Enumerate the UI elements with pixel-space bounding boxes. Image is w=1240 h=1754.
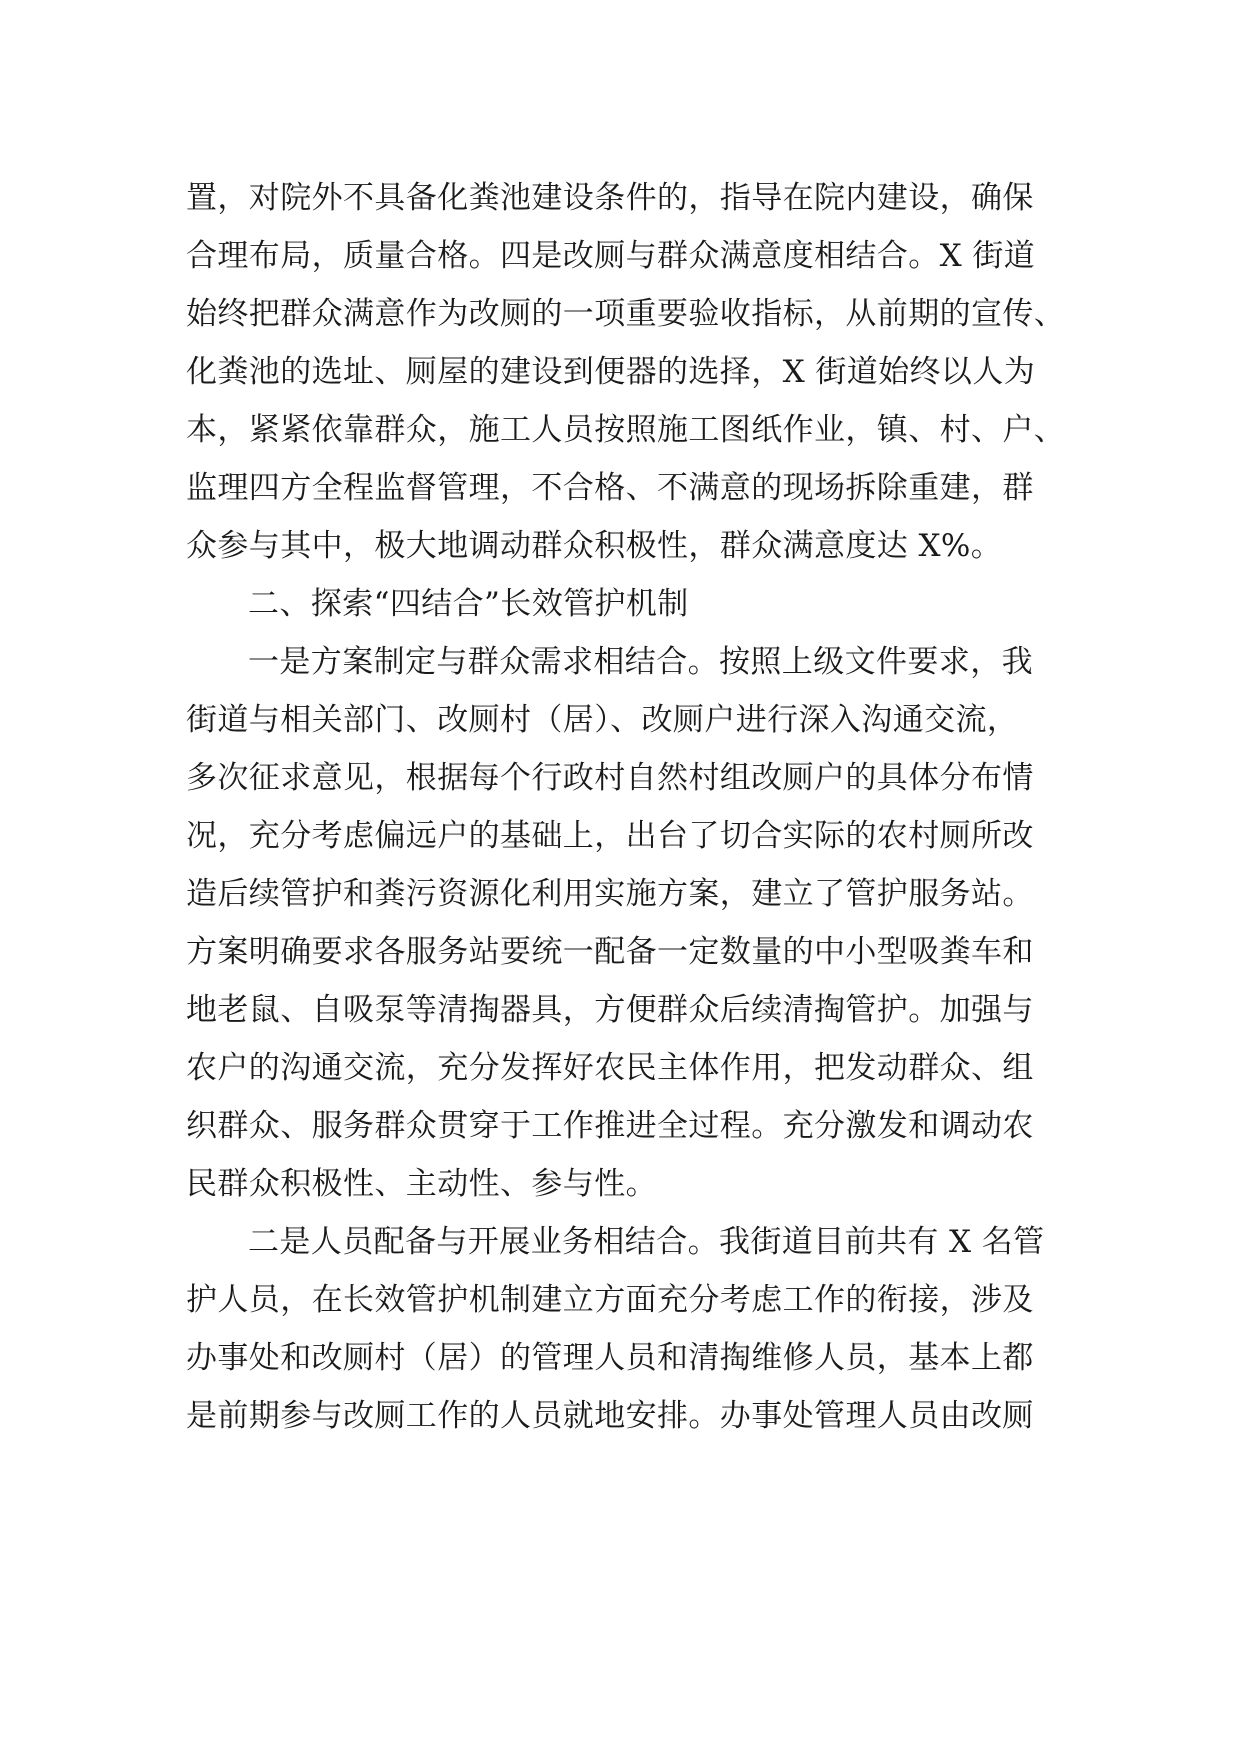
text-line: 化粪池的选址、厕屋的建设到便器的选择，X 街道始终以人为	[186, 354, 1036, 390]
text-line: 况，充分考虑偏远户的基础上，出台了切合实际的农村厕所改	[186, 818, 1034, 854]
text-line: 农户的沟通交流，充分发挥好农民主体作用，把发动群众、组	[186, 1050, 1034, 1086]
text-line: 造后续管护和粪污资源化利用实施方案，建立了管护服务站。	[186, 876, 1034, 912]
text-line: 织群众、服务群众贯穿于工作推进全过程。充分激发和调动农	[186, 1108, 1034, 1144]
text-line: 是前期参与改厕工作的人员就地安排。办事处管理人员由改厕	[186, 1398, 1034, 1434]
text-line: 众参与其中，极大地调动群众积极性，群众满意度达 X%。	[186, 528, 1003, 564]
text-line: 方案明确要求各服务站要统一配备一定数量的中小型吸粪车和	[186, 934, 1034, 970]
text-line: 地老鼠、自吸泵等清掏器具，方便群众后续清掏管护。加强与	[186, 992, 1034, 1028]
text-line: 监理四方全程监督管理，不合格、不满意的现场拆除重建，群	[186, 470, 1034, 506]
text-line: 置，对院外不具备化粪池建设条件的，指导在院内建设，确保	[186, 180, 1034, 216]
section-heading: 二、探索“四结合”长效管护机制	[248, 586, 689, 622]
text-line: 合理布局，质量合格。四是改厕与群众满意度相结合。X 街道	[186, 238, 1036, 274]
text-line: 办事处和改厕村（居）的管理人员和清掏维修人员，基本上都	[186, 1340, 1034, 1376]
text-line: 始终把群众满意作为改厕的一项重要验收指标，从前期的宣传、	[186, 296, 1066, 332]
text-line: 二是人员配备与开展业务相结合。我街道目前共有 X 名管	[248, 1224, 1045, 1260]
text-line: 街道与相关部门、改厕村（居）、改厕户进行深入沟通交流，	[186, 702, 1019, 738]
text-line: 护人员，在长效管护机制建立方面充分考虑工作的衔接，涉及	[186, 1282, 1034, 1318]
text-line: 本，紧紧依靠群众，施工人员按照施工图纸作业，镇、村、户、	[186, 412, 1066, 448]
text-line: 民群众积极性、主动性、参与性。	[186, 1166, 657, 1202]
text-line: 一是方案制定与群众需求相结合。按照上级文件要求，我	[248, 644, 1033, 680]
text-line: 多次征求意见，根据每个行政村自然村组改厕户的具体分布情	[186, 760, 1034, 796]
